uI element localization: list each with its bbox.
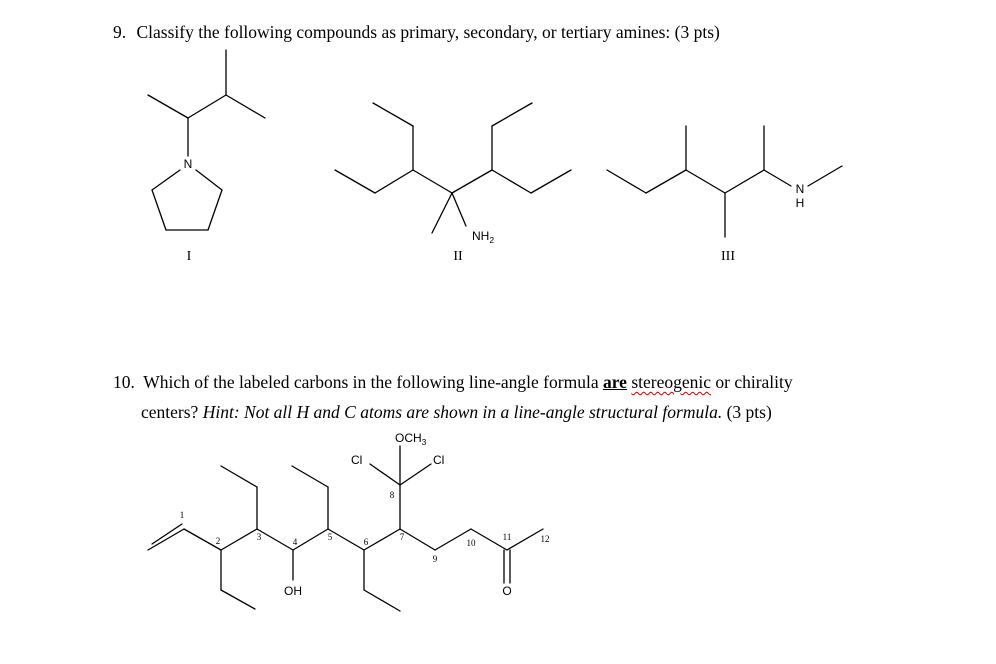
bond (808, 166, 842, 186)
double-bond (152, 524, 182, 544)
carbon-label-8: 8 (389, 490, 395, 500)
carbon-label-6: 6 (363, 537, 369, 547)
bond (607, 170, 646, 193)
molecule-q10 (148, 431, 550, 611)
chlorine-right-label: Cl (433, 453, 445, 467)
bond (471, 529, 507, 550)
carbon-label-2: 2 (215, 536, 221, 546)
question-9-text: Classify the following compounds as primary, secondary, or tertiary amines: (3 pts) (136, 22, 720, 42)
bond (148, 95, 188, 118)
question-10-hint: Hint: Not all H and C atoms are shown in a line-angle structural formula. (202, 402, 723, 422)
bond (293, 529, 328, 550)
bond (152, 170, 180, 190)
bond (400, 464, 431, 485)
bond (764, 170, 791, 186)
bond (335, 170, 375, 193)
carbon-label-3: 3 (256, 532, 262, 542)
amine-h-label: H (795, 196, 805, 210)
molecule-iii (607, 126, 842, 264)
structure-label-ii: II (453, 249, 463, 264)
bond (364, 590, 400, 611)
bond (196, 170, 222, 190)
bond (375, 170, 413, 193)
carbon-label-5: 5 (327, 532, 333, 542)
carbon-label-11: 11 (502, 532, 512, 542)
carbon-label-7: 7 (399, 532, 405, 542)
molecule-i (148, 50, 265, 264)
bond (364, 529, 400, 550)
bond (413, 170, 452, 193)
bond (400, 529, 435, 550)
bond (646, 170, 686, 193)
bond (221, 466, 257, 487)
carbon-label-12: 12 (540, 534, 550, 544)
question-9-number: 9. (113, 22, 127, 42)
bond (152, 190, 166, 230)
bond (492, 170, 531, 193)
nitrogen-atom-label: N (183, 157, 193, 171)
question-10-number: 10. (113, 372, 135, 392)
question-10-text-end: or chirality (711, 372, 793, 392)
carbon-label-10: 10 (466, 538, 476, 548)
bond (221, 529, 257, 550)
molecule-ii (335, 103, 571, 264)
question-10-emphasis-are: are (602, 372, 627, 392)
methoxy-label: $OCH_3$ (395, 431, 427, 447)
bond (452, 170, 492, 193)
structure-label-i: I (186, 249, 192, 264)
bond (373, 103, 413, 126)
amine-nh2-label: $NH_2$ (472, 229, 495, 245)
bond (725, 170, 764, 193)
bond (226, 95, 265, 118)
structure-label-iii: III (721, 249, 735, 264)
bond (432, 193, 452, 233)
question-10-centers-text: centers? (141, 402, 203, 422)
chlorine-left-label: Cl (351, 453, 363, 467)
bond (531, 170, 571, 193)
bond (492, 103, 532, 126)
question-10-text-start: Which of the labeled carbons in the following line-angle formula (143, 372, 603, 392)
bond (208, 190, 222, 230)
bond (507, 529, 543, 550)
amine-n-label: N (795, 182, 805, 196)
bond (328, 529, 364, 550)
question-10-spellcheck-word: stereogenic (631, 372, 711, 392)
bond (292, 466, 328, 487)
bond (452, 193, 466, 226)
bond (686, 170, 725, 193)
double-bond (148, 529, 184, 550)
carbon-label-9: 9 (432, 554, 438, 564)
question-10-points: (3 pts) (722, 402, 772, 422)
carbon-label-4: 4 (292, 537, 298, 547)
carbon-label-1: 1 (179, 510, 185, 520)
bond (221, 590, 255, 609)
hydroxyl-label: OH (284, 584, 302, 598)
carbonyl-oxygen-label: O (502, 584, 512, 598)
bond (257, 529, 293, 550)
bond (188, 95, 226, 118)
bond (370, 464, 400, 485)
